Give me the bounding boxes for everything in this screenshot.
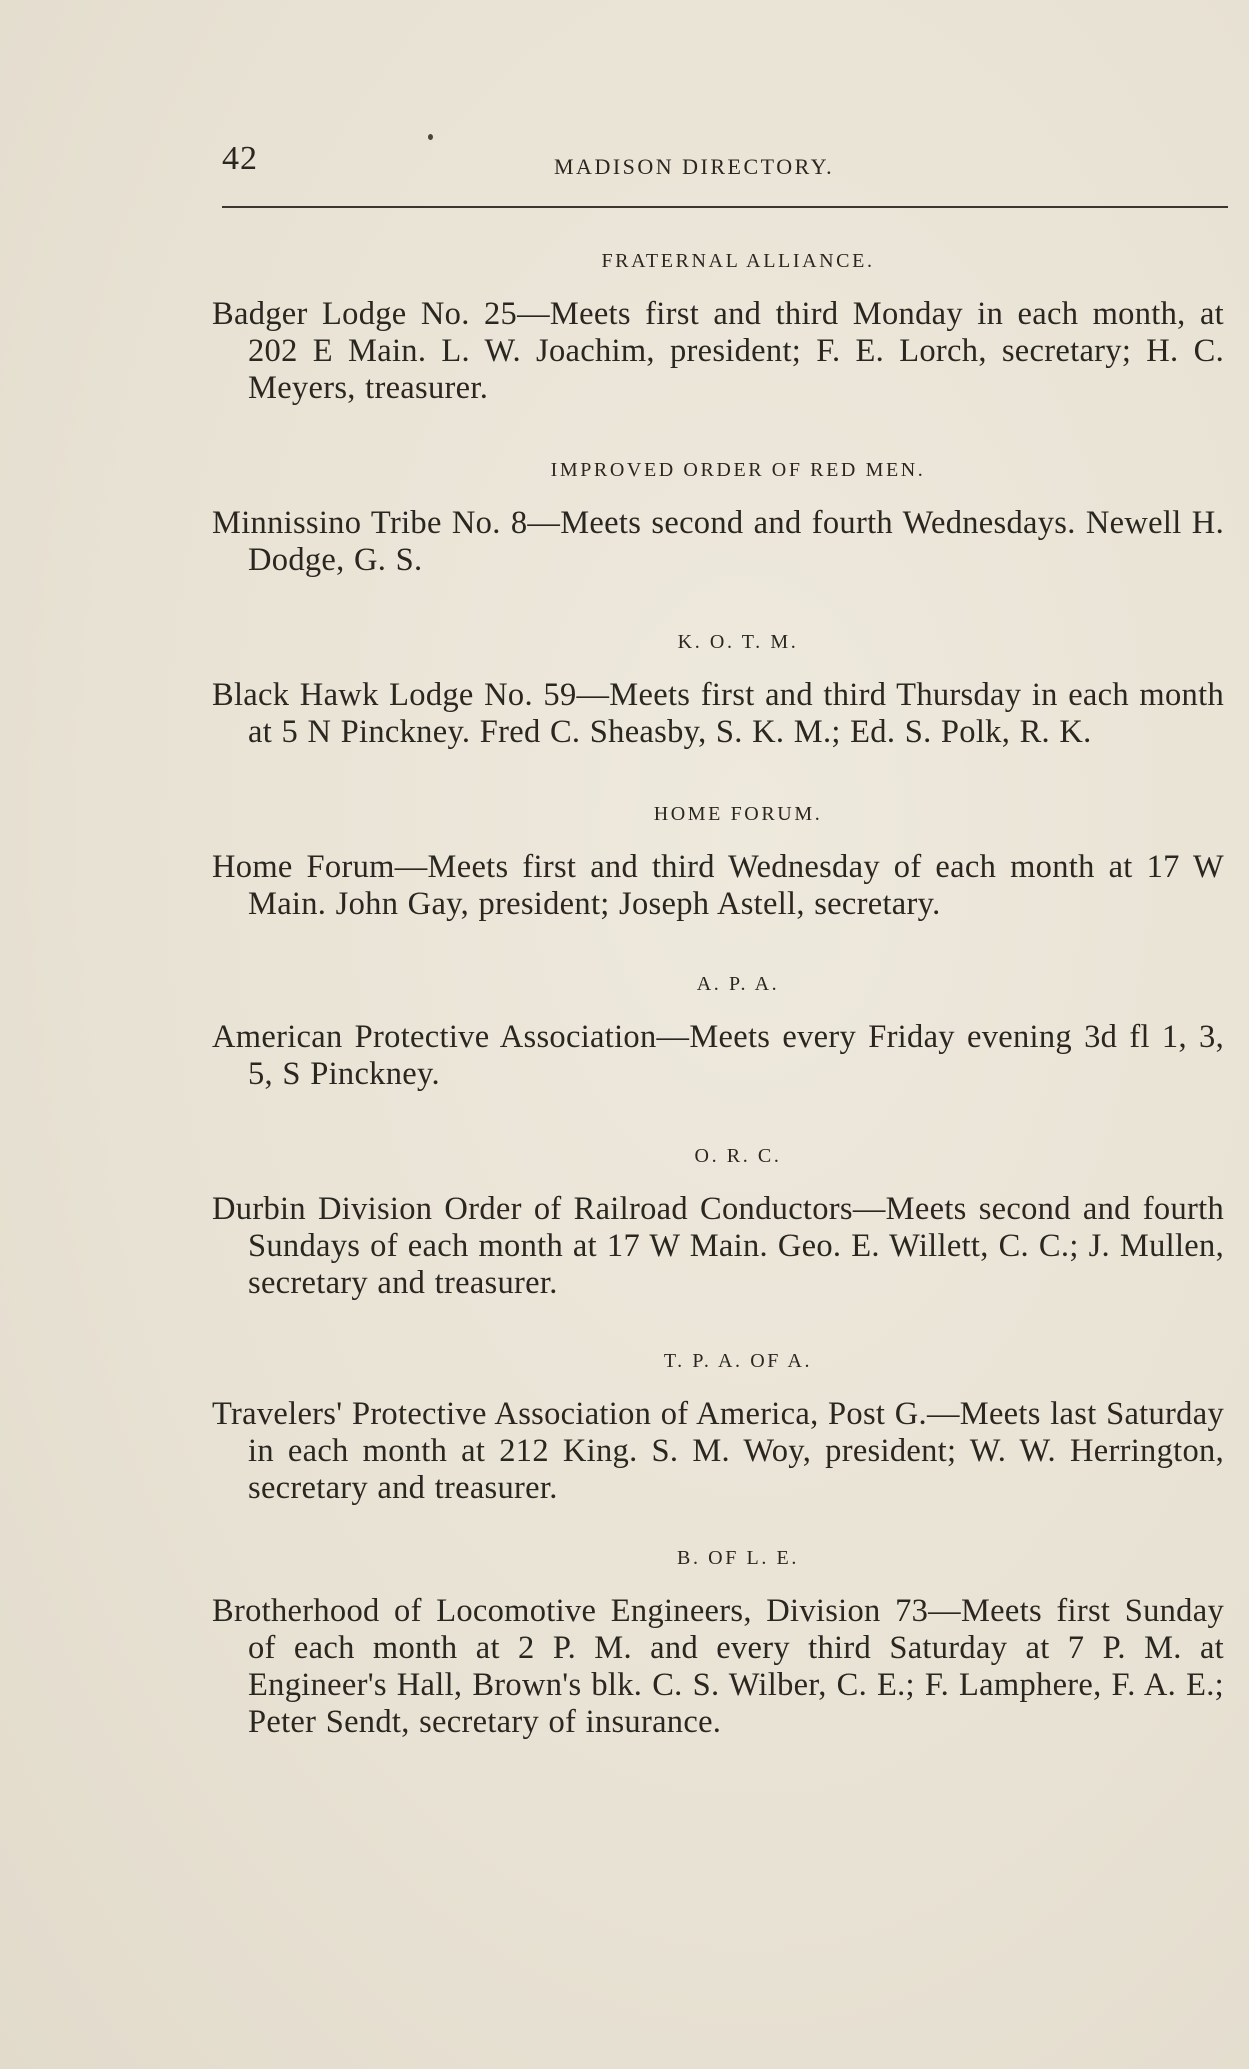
directory-entry: American Protective Association—Meets every Friday evening 3d fl 1, 3, 5, S Pinckney. [212, 1019, 1224, 1092]
directory-entry: Badger Lodge No. 25—Meets first and third Monday in each month, at 202 E Main. L. W. Joachim, president; F. E. Lorch, secretary; H. C. Meyers, treasurer. [212, 296, 1224, 406]
section-apa [212, 971, 1224, 1093]
section-heading: O. R. C. [694, 1145, 782, 1167]
section-fraternal-alliance [212, 248, 1224, 407]
directory-content [212, 248, 1224, 1741]
section-heading: B. OF L. E. [677, 1547, 799, 1569]
print-speck [428, 134, 433, 140]
section-kotm [212, 629, 1224, 751]
header-rule [222, 206, 1228, 208]
page-header [218, 140, 1228, 184]
section-orc [212, 1143, 1224, 1302]
directory-entry: Durbin Division Order of Railroad Conductors—Meets second and fourth Sundays of each month at 17 W Main. Geo. E. Willett, C. C.; J. Mullen, secretary and treasurer. [212, 1191, 1224, 1301]
section-heading: HOME FORUM. [653, 803, 823, 825]
directory-entry: Brotherhood of Locomotive Engineers, Division 73—Meets first Sunday of each month at 2 P. M. and every third Saturday at 7 P. M. at Engineer's Hall, Brown's blk. C. S. Wilber, C. E.; F. Lamphere, F. A. E.; Peter Sendt, secretary of insurance. [212, 1593, 1224, 1740]
directory-entry: Travelers' Protective Association of America, Post G.—Meets last Saturday in each month at 212 King. S. M. Woy, president; W. W. Herrington, secretary and treasurer. [212, 1396, 1224, 1506]
section-home-forum [212, 801, 1224, 923]
section-heading: A. P. A. [696, 973, 780, 995]
section-red-men [212, 457, 1224, 579]
section-heading: FRATERNAL ALLIANCE. [601, 250, 875, 272]
page-number: 42 [222, 140, 258, 177]
running-title: MADISON DIRECTORY. [554, 154, 835, 179]
section-heading: IMPROVED ORDER OF RED MEN. [550, 459, 926, 481]
directory-entry: Black Hawk Lodge No. 59—Meets first and third Thursday in each month at 5 N Pinckney. Fred C. Sheasby, S. K. M.; Ed. S. Polk, R. K. [212, 677, 1224, 750]
section-heading: T. P. A. OF A. [663, 1350, 813, 1372]
directory-entry: Minnissino Tribe No. 8—Meets second and fourth Wednesdays. Newell H. Dodge, G. S. [212, 505, 1224, 578]
section-heading: K. O. T. M. [677, 631, 799, 653]
directory-entry: Home Forum—Meets first and third Wednesday of each month at 17 W Main. John Gay, president; Joseph Astell, secretary. [212, 849, 1224, 922]
section-ble [212, 1545, 1224, 1741]
section-tpa [212, 1348, 1224, 1507]
